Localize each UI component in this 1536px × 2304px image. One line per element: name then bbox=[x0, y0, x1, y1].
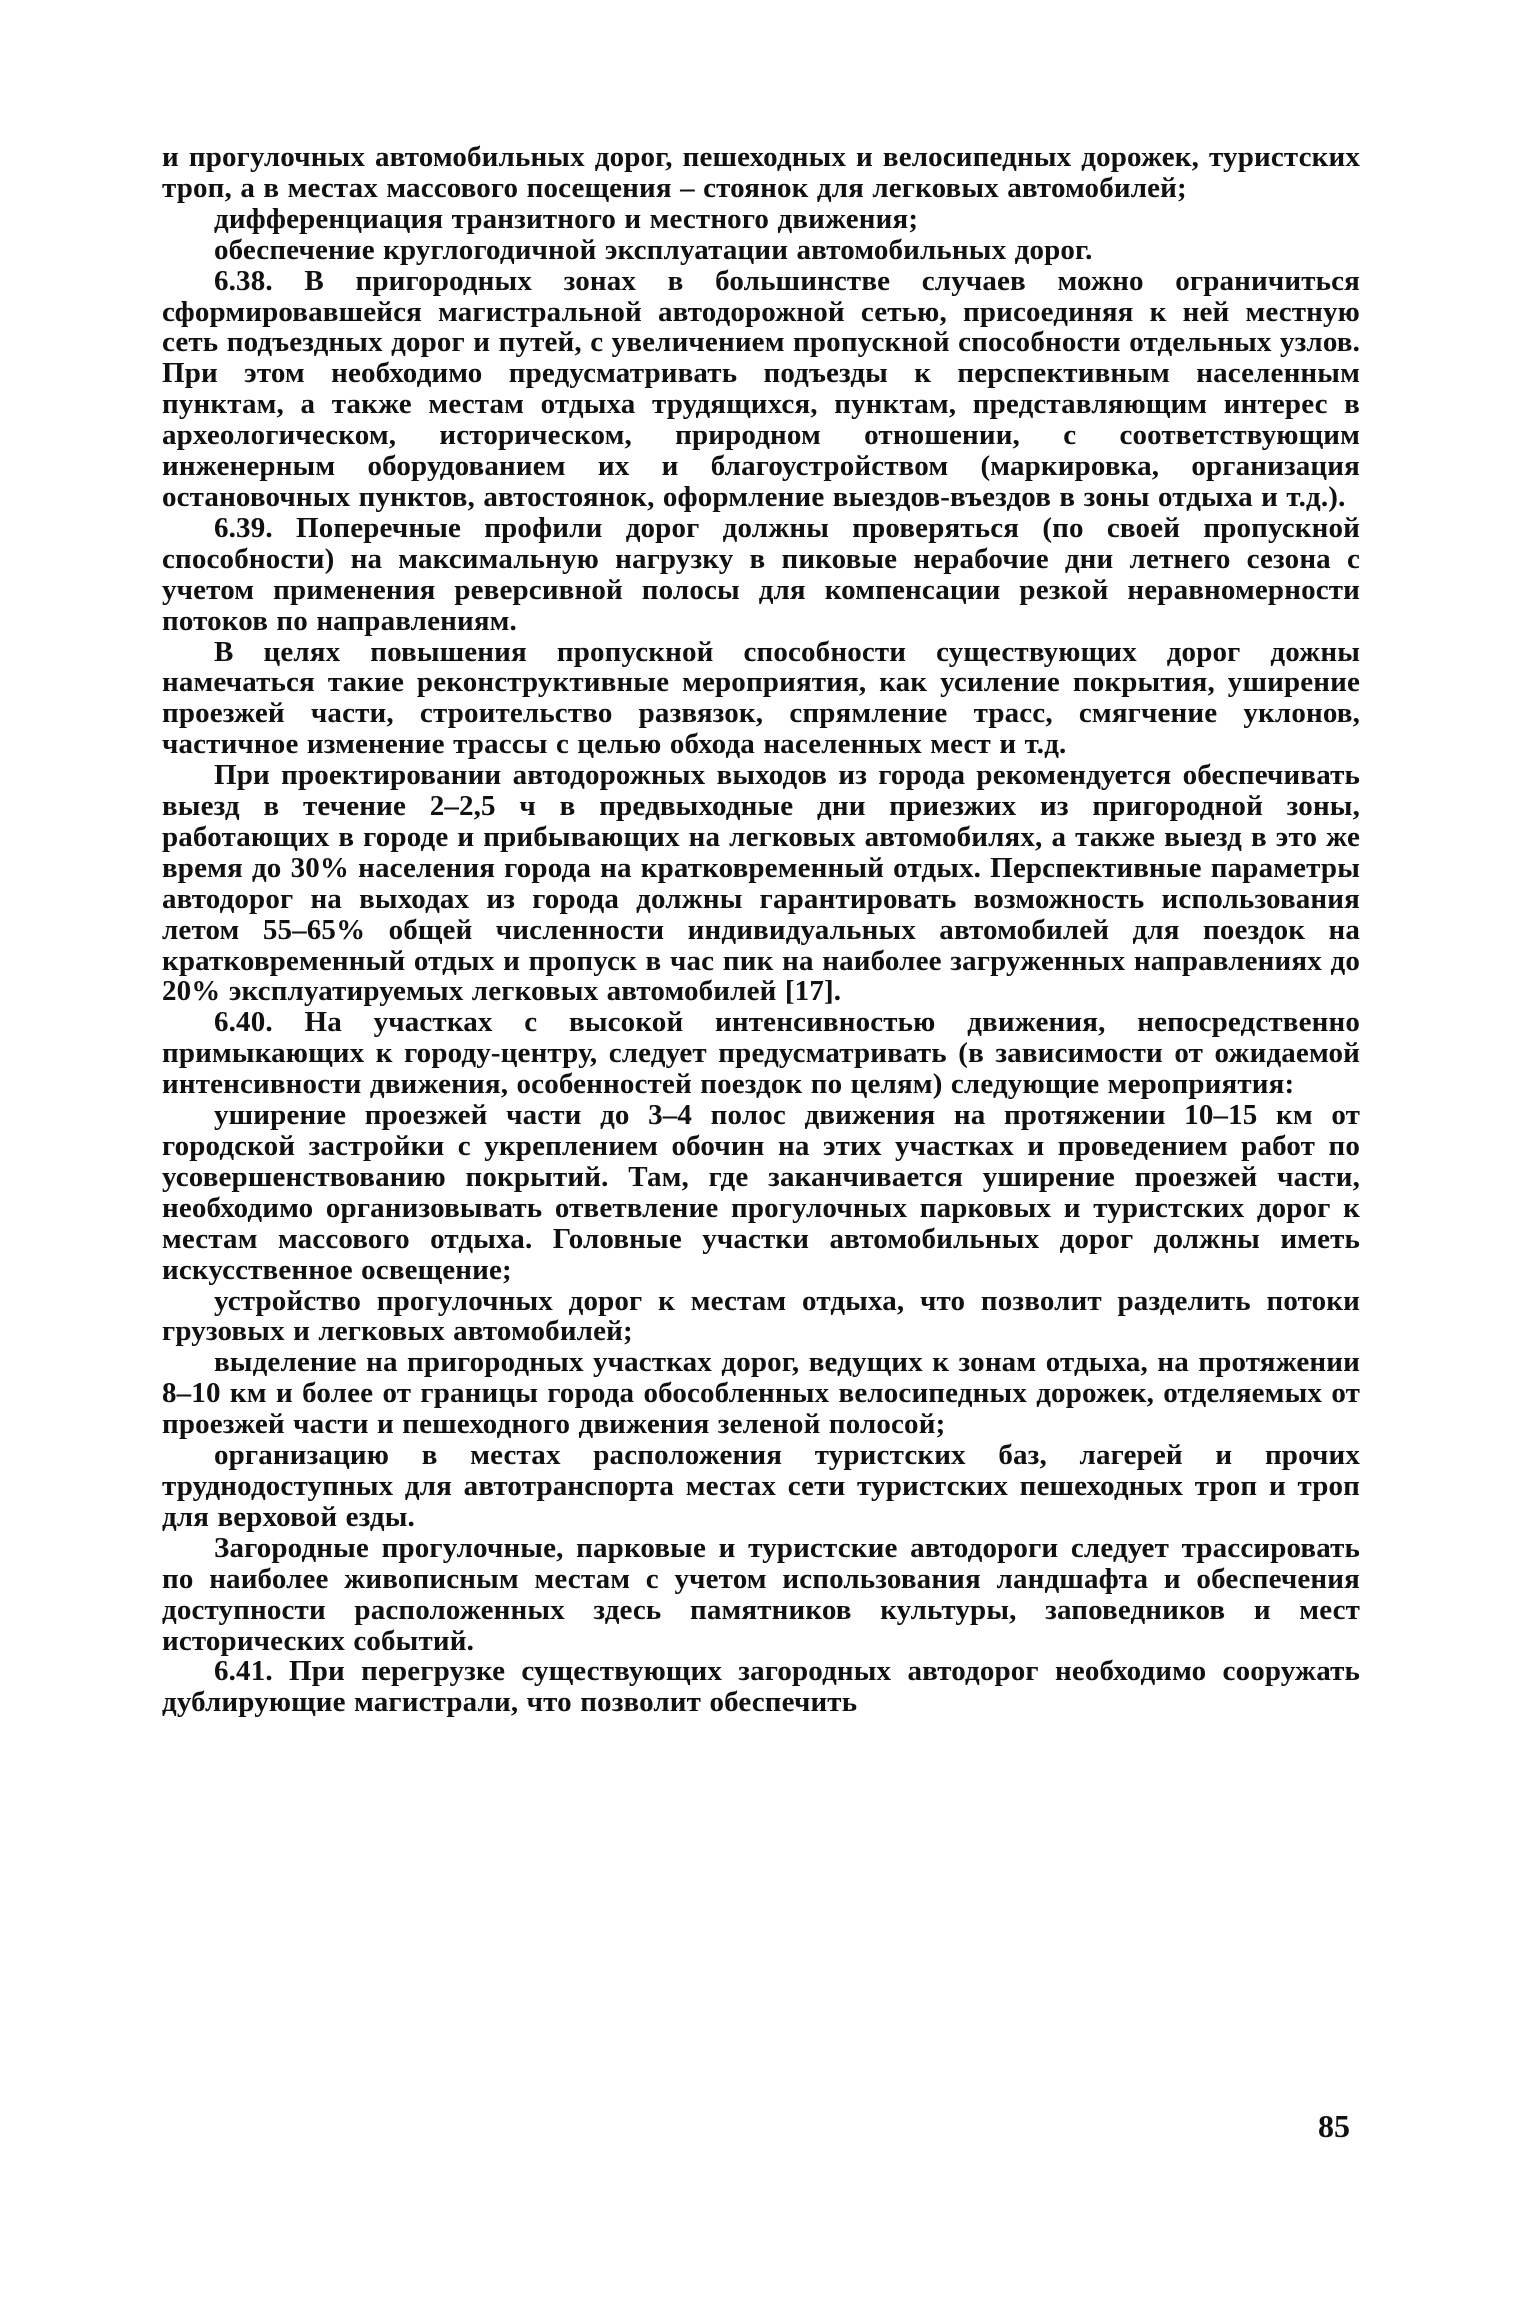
paragraph: обеспечение круглогодичной эксплуатации автомобильных дорог. bbox=[214, 233, 1093, 266]
body-text bbox=[162, 142, 1360, 1718]
list-item: выделение на пригородных участках дорог, ведущих к зонам отдыха, на протяжении 8–10 км и более от границы города обособленных велосипедных дорожек, отделяемых от проезжей части и пешеходного движения зеленой полосой; bbox=[162, 1346, 1360, 1441]
paragraph: Загородные прогулочные, парковые и туристские автодороги следует трассировать по наиболее живописным местам с учетом использования ландшафта и обеспечения доступности расположенных здесь памятников культуры, заповедников и мест исторических событий. bbox=[162, 1531, 1360, 1657]
paragraph-6-40: 6.40. На участках с высокой интенсивностью движения, непосредственно примыкающих к городу-центру, следует предусматривать (в зависимости от ожидаемой интенсивности движения, особенностей поездок по целям) следующие мероприятия: bbox=[162, 1006, 1360, 1101]
paragraph: При проектировании автодорожных выходов из города рекомендуется обеспечивать выезд в течение 2–2,5 ч в предвыходные дни приезжих из пригородной зоны, работающих в городе и прибывающих на легковых автомобилях, а также выезд в это же время до 30% населения города на кратковременный отдых. Перспективные параметры автодорог на выходах из города должны гарантировать возможность использования летом 55–65% общей численности индивидуальных автомобилей для поездок на кратковременный отдых и пропуск в час пик на наиболее загруженных направлениях до 20% эксплуатируемых легковых автомобилей [17]. bbox=[162, 759, 1360, 1008]
paragraph-6-41: 6.41. При перегрузке существующих загородных автодорог необходимо сооружать дублирующие магистрали, что позволит обеспечить bbox=[162, 1655, 1360, 1719]
page-number: 85 bbox=[1318, 2108, 1350, 2144]
list-item: организацию в местах расположения туристских баз, лагерей и прочих труднодоступных для автотранспорта местах сети туристских пешеходных троп и троп для верховой езды. bbox=[162, 1439, 1360, 1533]
paragraph: В целях повышения пропускной способности существующих дорог дожны намечаться такие реконструктивные мероприятия, как усиление покрытия, уширение проезжей части, строительство развязок, спрямление трасс, смягчение уклонов, частичное изменение трассы с целью обхода населенных мест и т.д. bbox=[162, 635, 1360, 761]
paragraph: дифференциация транзитного и местного движения; bbox=[214, 202, 919, 235]
paragraph-6-38: 6.38. В пригородных зонах в большинстве случаев можно ограничиться сформировавшейся магистральной автодорожной сетью, присоединяя к ней местную сеть подъездных дорог и путей, с увеличением пропускной способности отдельных узлов. При этом необходимо предусматривать подъезды к перспективным населенным пунктам, а также местам отдыха трудящихся, пунктам, представляющим интерес в археологическом, историческом, природном отношении, с соответствующим инженерным оборудованием их и благоустройством (маркировка, организация остановочных пунктов, автостоянок, оформление выездов-въездов в зоны отдыха и т.д.). bbox=[162, 264, 1360, 513]
list-item: устройство прогулочных дорог к местам отдыха, что позволит разделить потоки грузовых и легковых автомобилей; bbox=[162, 1284, 1360, 1348]
paragraph: и прогулочных автомобильных дорог, пешеходных и велосипедных дорожек, туристских троп, а в местах массового посещения – стоянок для легковых автомобилей; bbox=[162, 141, 1360, 204]
list-item: уширение проезжей части до 3–4 полос движения на протяжении 10–15 км от городской застройки с укреплением обочин на этих участках и проведением работ по усовершенствованию покрытий. Там, где заканчивается уширение проезжей части, необходимо организовывать ответвление прогулочных парковых и туристских дорог к местам массового отдыха. Головные участки автомобильных дорог должны иметь искусственное освещение; bbox=[162, 1099, 1360, 1286]
paragraph-6-39: 6.39. Поперечные профили дорог должны проверяться (по своей пропускной способности) на максимальную нагрузку в пиковые нерабочие дни летнего сезона с учетом применения реверсивной полосы для компенсации резкой неравномерности потоков по направлениям. bbox=[162, 511, 1360, 637]
